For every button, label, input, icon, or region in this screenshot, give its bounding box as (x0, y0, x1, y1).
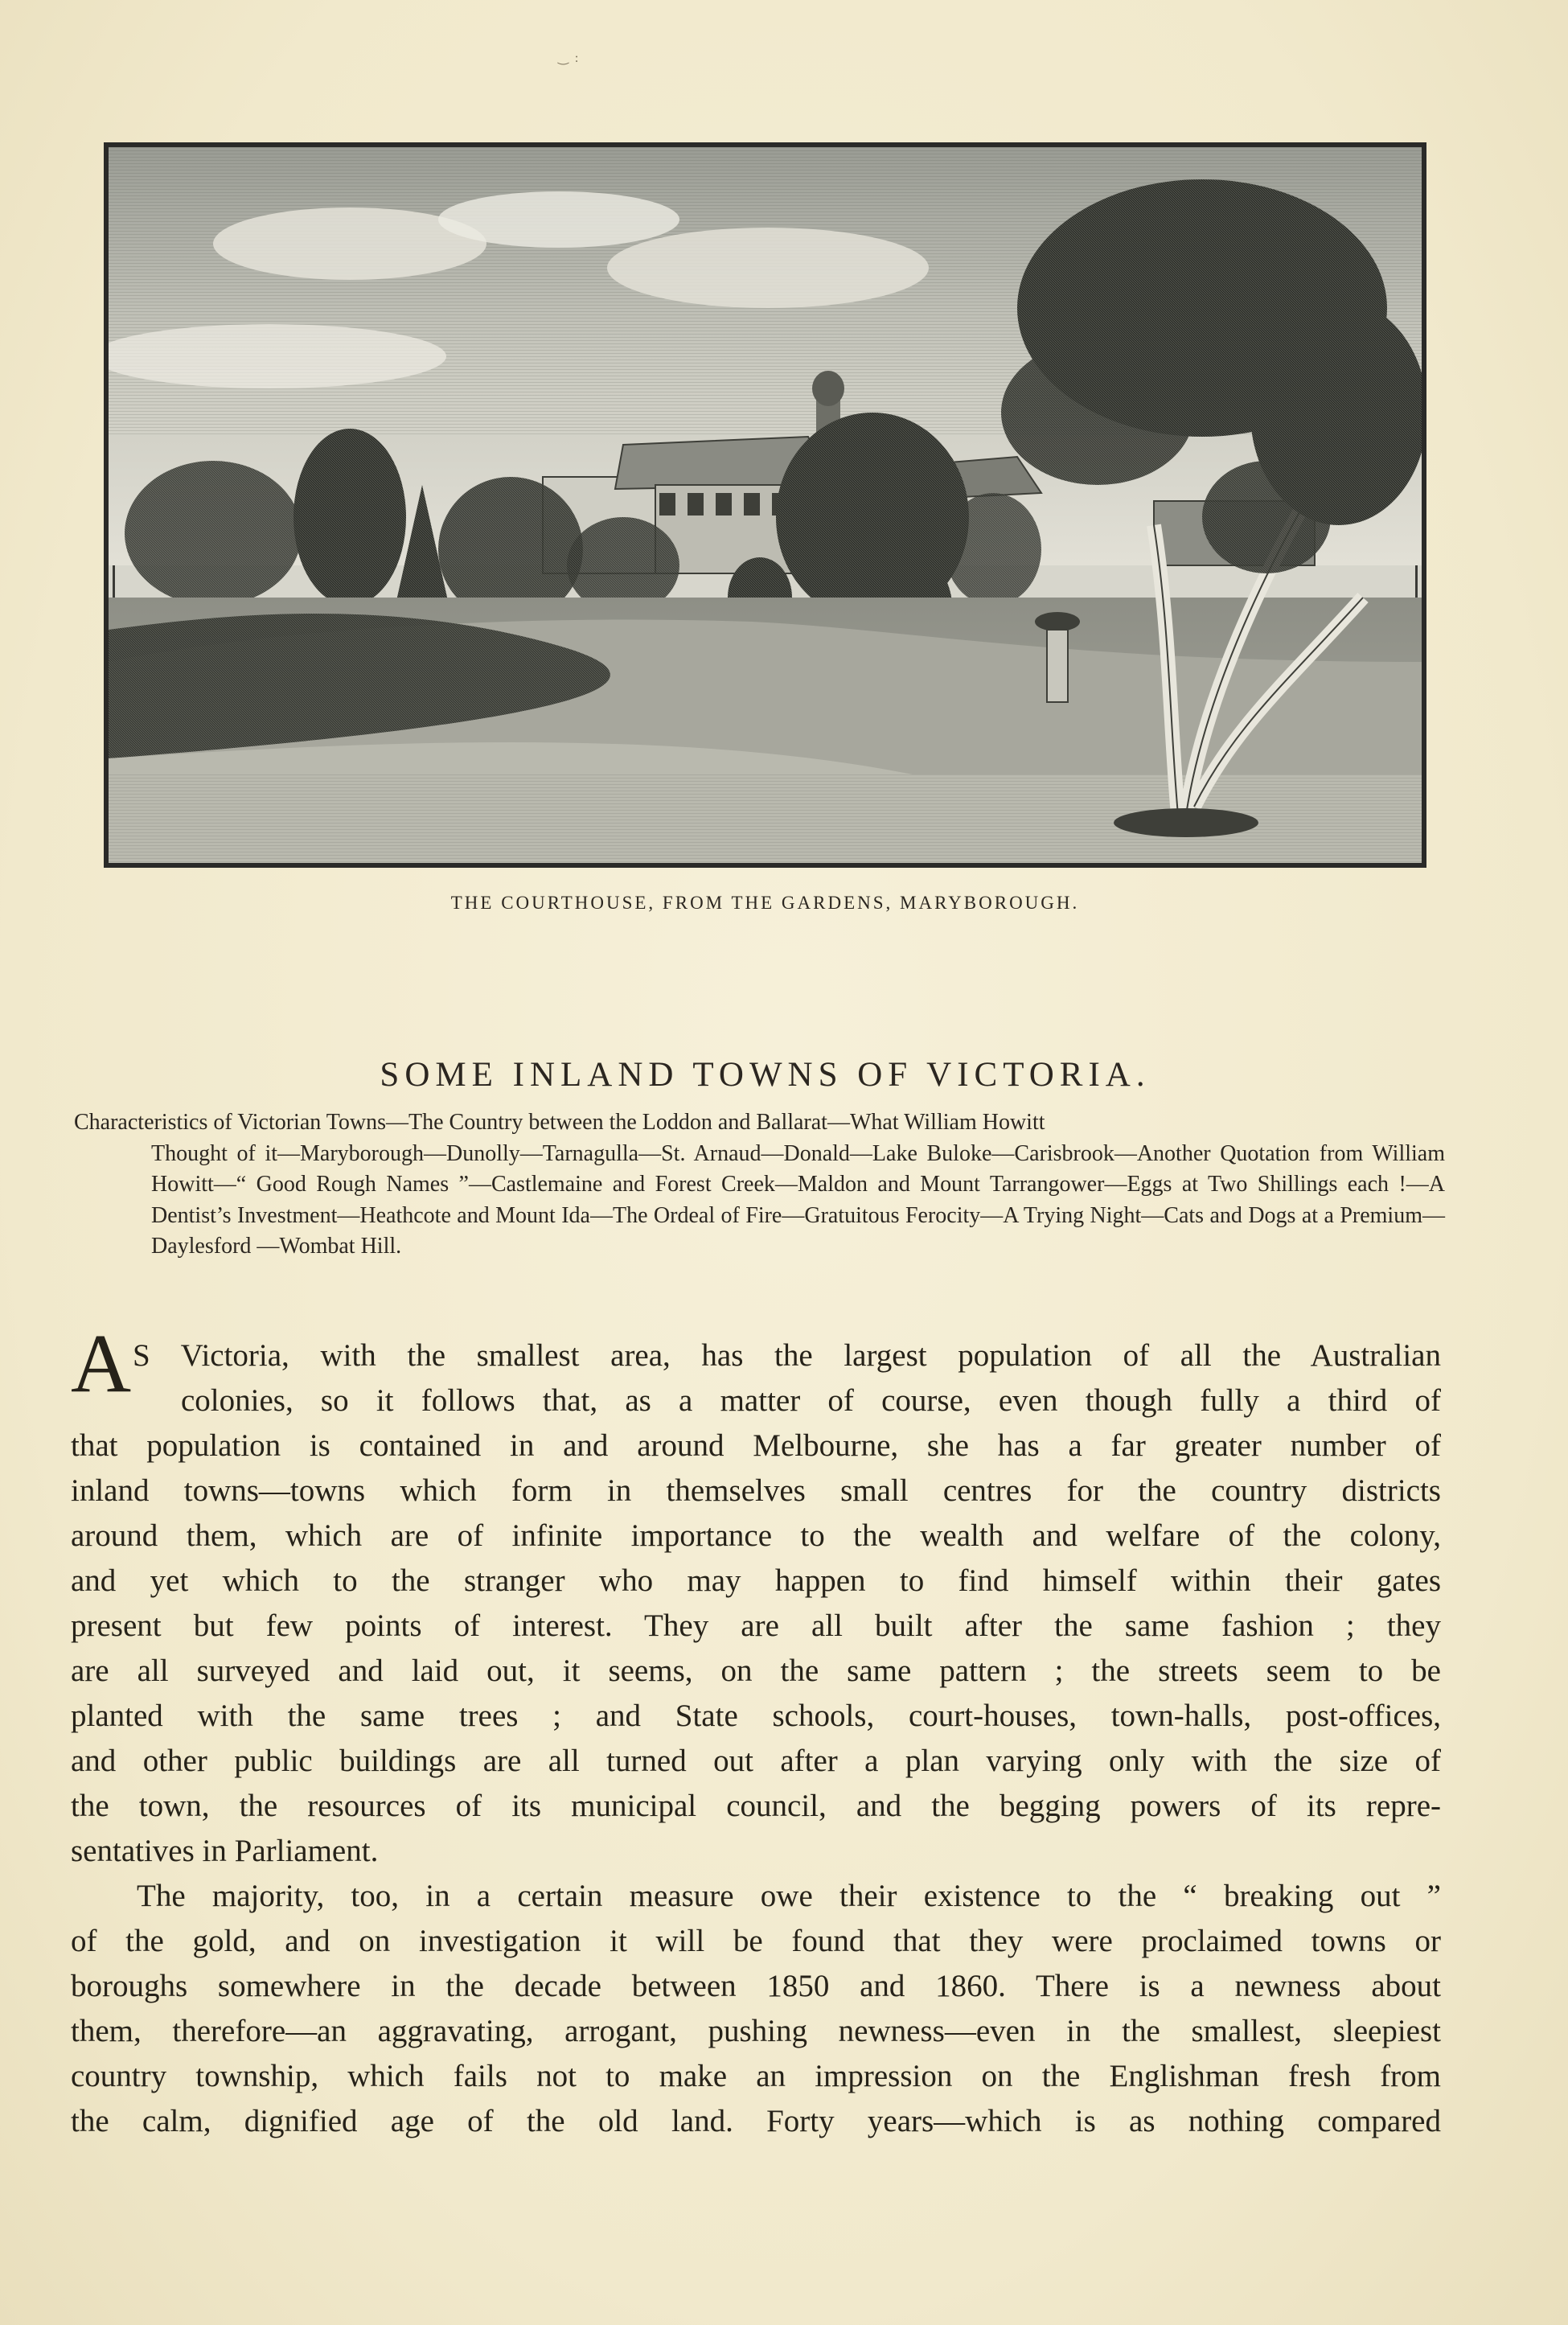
body-line: the calm, dignified age of the old land. Forty years—which is as nothing compared (71, 2104, 1441, 2138)
body-line: planted with the same trees ; and State schools, court-houses, town-halls, post-offices, (71, 1699, 1441, 1733)
page-mark: ‿ : (558, 51, 581, 65)
engraving-plate (104, 142, 1426, 868)
body-line: are all surveyed and laid out, it seems, on the same pattern ; the streets seem to be (71, 1653, 1441, 1688)
body-line: boroughs somewhere in the decade between 1850 and 1860. There is a newness about (71, 1969, 1441, 2003)
body-line: country township, which fails not to make an impression on the Englishman fresh from (71, 2059, 1441, 2093)
body-line: the town, the resources of its municipal council, and the begging powers of its repre- (71, 1789, 1441, 1823)
body-line: S Victoria, with the smallest area, has the largest population of all the Australian (133, 1338, 1441, 1373)
body-line: present but few points of interest. They are all built after the same fashion ; they (71, 1608, 1441, 1643)
body-line: and yet which to the stranger who may happen to find himself within their gates (71, 1563, 1441, 1598)
body-line: that population is contained in and around Melbourne, she has a far greater number of (71, 1428, 1441, 1463)
body-line: and other public buildings are all turned out after a plan varying only with the size of (71, 1744, 1441, 1778)
courthouse-garden-engraving (109, 147, 1422, 863)
plate-caption: THE COURTHOUSE, FROM THE GARDENS, MARYBOROUGH. (450, 893, 1080, 913)
chapter-summary (74, 1107, 1445, 1263)
body-line: colonies, so it follows that, as a matter of course, even though fully a third of (181, 1383, 1441, 1418)
chapter-summary-first-line: Characteristics of Victorian Towns—The Country between the Loddon and Ballarat—What William Howitt (74, 1110, 1045, 1135)
body-line: around them, which are of infinite importance to the wealth and welfare of the colony, (71, 1518, 1441, 1553)
body-line: them, therefore—an aggravating, arrogant, pushing newness—even in the smallest, sleepiest (71, 2014, 1441, 2048)
chapter-title: SOME INLAND TOWNS OF VICTORIA. (380, 1055, 1151, 1094)
body-line: inland towns—towns which form in themselves small centres for the country districts (71, 1473, 1441, 1508)
drop-cap: A (71, 1317, 132, 1410)
body-line: The majority, too, in a certain measure owe their existence to the “ breaking out ” (137, 1879, 1441, 1913)
body-line: sentatives in Parliament. (71, 1834, 379, 1868)
body-line: of the gold, and on investigation it will be found that they were proclaimed towns or (71, 1924, 1441, 1958)
chapter-summary-rest: Thought of it—Maryborough—Dunolly—Tarnagulla—St. Arnaud—Donald—Lake Buloke—Carisbrook—Another Quotation from William Howitt—“ Good Rough Names ”—Castlemaine and Forest Creek—Maldon and Mount Tarrangower—Eggs at Two Shillings each !—A Dentist’s Investment—Heathcote and Mount Ida—The Ordeal of Fire—Gratuitous Ferocity—A Trying Night—Cats and Dogs at a Premium—Daylesford —Wombat Hill. (151, 1140, 1445, 1259)
